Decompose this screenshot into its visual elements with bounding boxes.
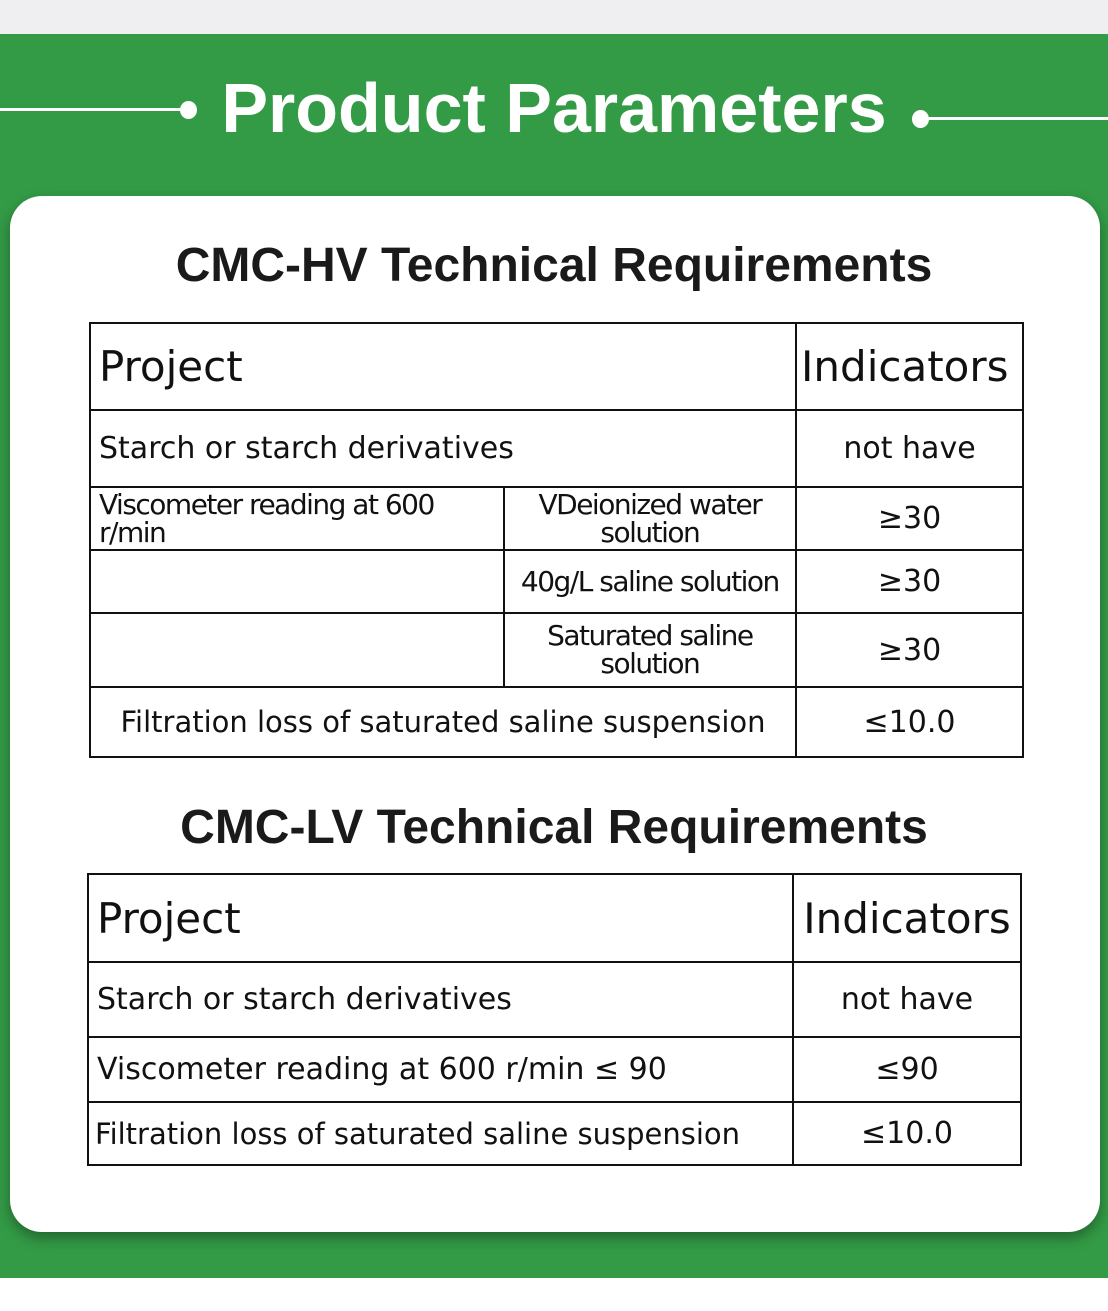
top-bar: [0, 0, 1108, 34]
lv-starch-label: Starch or starch derivatives: [88, 962, 793, 1037]
hv-starch-value: not have: [796, 410, 1023, 487]
hv-filt-label: Filtration loss of saturated saline suspension: [90, 687, 796, 757]
lv-table: [87, 873, 1022, 1166]
page-title: Product Parameters: [221, 69, 887, 147]
hv-starch-label: Starch or starch derivatives: [90, 410, 796, 487]
hv-empty-cell: [90, 613, 504, 687]
lv-title: CMC-LV Technical Requirements: [180, 801, 928, 854]
hv-visc-sub3: Saturated saline solution: [504, 613, 796, 687]
lv-col-project: Project: [88, 874, 793, 962]
hv-visc-val1: ≥30: [796, 487, 1023, 550]
lv-filt-value: ≤10.0: [793, 1102, 1021, 1165]
hv-visc-label: Viscometer reading at 600 r/min: [90, 487, 504, 550]
hv-visc-sub2: 40g/L saline solution: [504, 550, 796, 613]
hv-filt-value: ≤10.0: [796, 687, 1023, 757]
hv-col-indicators: Indicators: [796, 323, 1023, 410]
hv-visc-val3: ≥30: [796, 613, 1023, 687]
lv-visc-value: ≤90: [793, 1037, 1021, 1102]
lv-col-indicators: Indicators: [793, 874, 1021, 962]
hv-empty-cell: [90, 550, 504, 613]
hv-title: CMC-HV Technical Requirements: [175, 239, 933, 292]
hv-visc-val2: ≥30: [796, 550, 1023, 613]
lv-filt-label: Filtration loss of saturated saline suspension: [88, 1102, 793, 1165]
hv-col-project: Project: [90, 323, 796, 410]
lv-visc-label: Viscometer reading at 600 r/min ≤ 90: [88, 1037, 793, 1102]
hv-visc-sub1: VDeionized water solution: [504, 487, 796, 550]
lv-starch-value: not have: [793, 962, 1021, 1037]
hv-table: [89, 322, 1024, 758]
